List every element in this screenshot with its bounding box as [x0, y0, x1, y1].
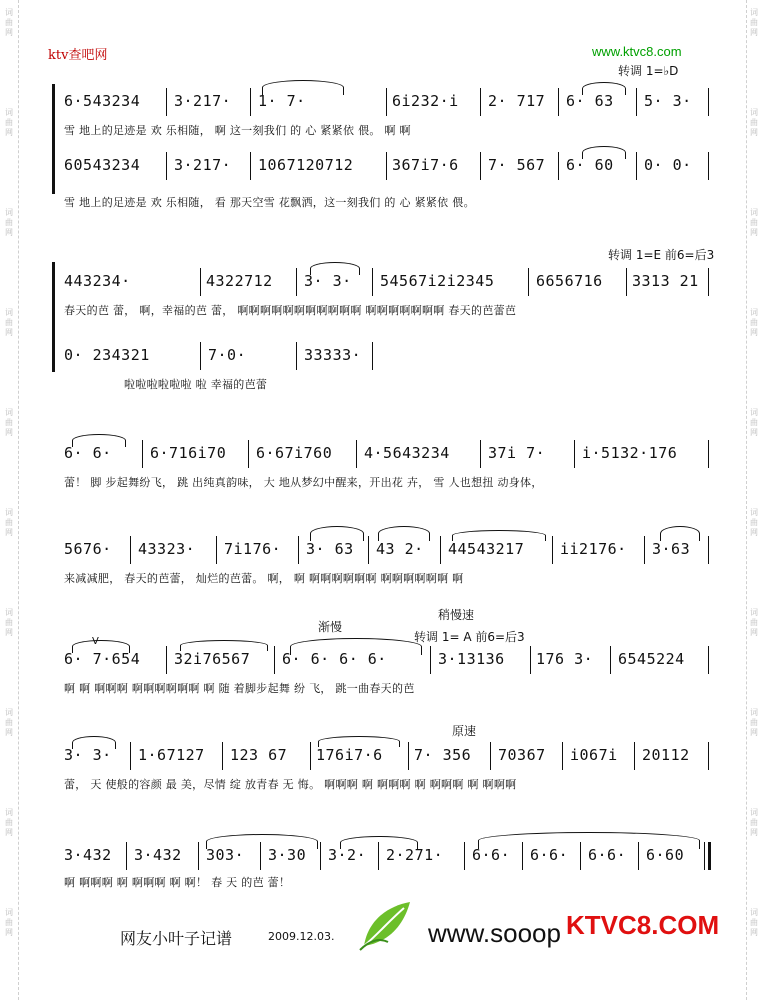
- score-measure: 33333·: [304, 346, 362, 364]
- score-measure: 176 3·: [536, 650, 594, 668]
- bar-line: [166, 152, 167, 180]
- score-measure: 6i232·i: [392, 92, 459, 110]
- score-measure: 7· 567: [488, 156, 546, 174]
- bar-line: [372, 268, 373, 296]
- score-measure: 20112: [642, 746, 690, 764]
- side-watermark-text: 词 曲 网: [750, 708, 758, 737]
- score-measure: 2· 717: [488, 92, 546, 110]
- side-watermark-text: 词 曲 网: [5, 608, 13, 637]
- bar-line: [626, 268, 627, 296]
- bar-line: [708, 268, 709, 296]
- bar-line: [708, 742, 709, 770]
- final-bar-line-thin: [704, 842, 705, 870]
- transcriber-credit: 网友小叶子记谱: [120, 929, 233, 948]
- bar-line: [250, 88, 251, 116]
- score-measure: 6·716i70: [150, 444, 227, 462]
- score-measure: 443234·: [64, 272, 131, 290]
- bar-line: [708, 152, 709, 180]
- footer-url[interactable]: www.sooop: [428, 918, 561, 948]
- side-watermark-text: 词 曲 网: [5, 208, 13, 237]
- bar-line: [430, 646, 431, 674]
- bar-line: [222, 742, 223, 770]
- score-measure: 4·5643234: [364, 444, 450, 462]
- bar-line: [166, 88, 167, 116]
- score-measure: 70367: [498, 746, 546, 764]
- side-watermark-text: 词 曲 网: [5, 8, 13, 37]
- transcription-date: 2009.12.03.: [268, 930, 335, 943]
- bar-line: [378, 842, 379, 870]
- bar-line: [310, 742, 311, 770]
- bar-line: [708, 646, 709, 674]
- tempo-mark: 原速: [452, 724, 477, 738]
- side-watermark-text: 词 曲 网: [750, 208, 758, 237]
- bar-line: [142, 440, 143, 468]
- bar-line: [530, 646, 531, 674]
- side-watermark-text: 词 曲 网: [750, 808, 758, 837]
- score-measure: 3·217·: [174, 156, 232, 174]
- score-measure: 6·67i760: [256, 444, 333, 462]
- side-watermark-text: 词 曲 网: [5, 808, 13, 837]
- score-measure: i·5132·176: [582, 444, 678, 462]
- lyrics-line: 啊 啊啊啊 啊 啊啊啊 啊 啊！ 春 天 的芭 蕾！: [64, 876, 291, 889]
- system-brace: [52, 262, 55, 372]
- bar-line: [528, 268, 529, 296]
- side-watermark-text: 词 曲 网: [5, 408, 13, 437]
- key-change-label: 转调 1=♭D: [618, 64, 679, 78]
- leaf-logo-icon: [358, 898, 414, 952]
- score-measure: 3·432: [134, 846, 182, 864]
- score-measure: 3313 21: [632, 272, 699, 290]
- score-measure: 3·63: [652, 540, 691, 558]
- score-measure: 60543234: [64, 156, 141, 174]
- score-measure: 6·543234: [64, 92, 141, 110]
- lyrics-line: 雪 地上的足迹是 欢 乐相随， 看 那天空雪 花飘洒，这一刻我们 的 心 紧紧依 偎。: [64, 196, 475, 209]
- bar-line: [636, 88, 637, 116]
- tempo-mark: 稍慢速: [438, 608, 475, 622]
- bar-line: [356, 440, 357, 468]
- bar-line: [386, 88, 387, 116]
- side-watermark-text: 词 曲 网: [750, 308, 758, 337]
- score-measure: 123 67: [230, 746, 288, 764]
- score-measure: 54567i2i2345: [380, 272, 495, 290]
- bar-line: [552, 536, 553, 564]
- score-measure: 6· 7·654: [64, 650, 141, 668]
- key-change-label: 转调 1=E 前6=后3: [608, 248, 715, 262]
- lyrics-line: 雪 地上的足迹是 欢 乐相随， 啊 这一刻我们 的 心 紧紧依 偎。 啊 啊: [64, 124, 411, 137]
- side-watermark-text: 词 曲 网: [750, 908, 758, 937]
- bar-line: [464, 842, 465, 870]
- lyrics-line: 啦啦啦啦啦啦 啦 幸福的芭蕾: [124, 378, 268, 391]
- final-bar-line-thick: [708, 842, 711, 870]
- lyrics-line: 蕾！ 脚 步起舞纷飞， 跳 出纯真韵味， 大 地从梦幻中醒来，开出花 卉， 雪 人也想扭 动身体，: [64, 476, 543, 489]
- side-watermark-text: 词 曲 网: [5, 708, 13, 737]
- score-measure: 176i7·6: [316, 746, 383, 764]
- lyrics-line: 来减减肥， 春天的芭蕾， 灿烂的芭蕾。 啊， 啊 啊啊啊啊啊啊 啊啊啊啊啊啊 啊: [64, 572, 464, 585]
- site-url-right[interactable]: www.ktvc8.com: [592, 44, 682, 59]
- bar-line: [480, 152, 481, 180]
- score-measure: 0· 234321: [64, 346, 150, 364]
- bar-line: [610, 646, 611, 674]
- bar-line: [250, 152, 251, 180]
- score-measure: i067i: [570, 746, 618, 764]
- score-measure: 3·13136: [438, 650, 505, 668]
- bar-line: [480, 88, 481, 116]
- bar-line: [708, 88, 709, 116]
- bar-line: [296, 342, 297, 370]
- score-measure: 6·6·: [530, 846, 569, 864]
- score-measure: 6· 6· 6· 6·: [282, 650, 387, 668]
- bar-line: [636, 152, 637, 180]
- score-measure: 3· 3·: [64, 746, 112, 764]
- score-measure: 6656716: [536, 272, 603, 290]
- side-watermark-text: 词 曲 网: [750, 108, 758, 137]
- score-measure: 7i176·: [224, 540, 282, 558]
- score-measure: 3· 3·: [304, 272, 352, 290]
- bar-line: [216, 536, 217, 564]
- footer-logo: KTVC8.COM: [566, 910, 720, 940]
- bar-line: [274, 646, 275, 674]
- bar-line: [490, 742, 491, 770]
- score-measure: 3·432: [64, 846, 112, 864]
- bar-line: [558, 88, 559, 116]
- score-measure: 5676·: [64, 540, 112, 558]
- bar-line: [130, 742, 131, 770]
- bar-line: [386, 152, 387, 180]
- left-watermark-strip: [0, 0, 19, 1000]
- score-measure: 0· 0·: [644, 156, 692, 174]
- right-watermark-strip: [746, 0, 765, 1000]
- site-name-left[interactable]: ktv查吧网: [48, 48, 108, 63]
- score-measure: 4322712: [206, 272, 273, 290]
- bar-line: [580, 842, 581, 870]
- score-measure: 303·: [206, 846, 245, 864]
- score-measure: 3·217·: [174, 92, 232, 110]
- score-measure: 44543217: [448, 540, 525, 558]
- score-measure: 3· 63: [306, 540, 354, 558]
- bar-line: [574, 440, 575, 468]
- score-measure: ii2176·: [560, 540, 627, 558]
- bar-line: [200, 342, 201, 370]
- side-watermark-text: 词 曲 网: [5, 308, 13, 337]
- bar-line: [130, 536, 131, 564]
- score-measure: 43323·: [138, 540, 196, 558]
- slur: [310, 526, 364, 541]
- bar-line: [558, 152, 559, 180]
- score-measure: 6· 63: [566, 92, 614, 110]
- bar-line: [372, 342, 373, 370]
- score-measure: 43 2·: [376, 540, 424, 558]
- side-watermark-text: 词 曲 网: [750, 408, 758, 437]
- system-brace: [52, 84, 55, 194]
- score-measure: 367i7·6: [392, 156, 459, 174]
- slur: [378, 526, 430, 541]
- key-change-label: 转调 1= A 前6=后3: [414, 630, 525, 644]
- score-measure: 7· 356: [414, 746, 472, 764]
- score-measure: 1· 7·: [258, 92, 306, 110]
- score-measure: 5· 3·: [644, 92, 692, 110]
- score-measure: 6· 60: [566, 156, 614, 174]
- bar-line: [522, 842, 523, 870]
- bar-line: [408, 742, 409, 770]
- score-measure: 3·30: [268, 846, 307, 864]
- bar-line: [126, 842, 127, 870]
- side-watermark-text: 词 曲 网: [750, 608, 758, 637]
- side-watermark-text: 词 曲 网: [750, 8, 758, 37]
- bar-line: [644, 536, 645, 564]
- breath-mark: V: [92, 636, 99, 647]
- bar-line: [708, 440, 709, 468]
- slur: [660, 526, 700, 541]
- score-measure: 6·60: [646, 846, 685, 864]
- bar-line: [298, 536, 299, 564]
- score-measure: 1·67127: [138, 746, 205, 764]
- score-measure: 1067120712: [258, 156, 354, 174]
- bar-line: [260, 842, 261, 870]
- tempo-mark: 渐慢: [318, 620, 343, 634]
- bar-line: [200, 268, 201, 296]
- score-measure: 37i 7·: [488, 444, 546, 462]
- side-watermark-text: 词 曲 网: [5, 108, 13, 137]
- bar-line: [638, 842, 639, 870]
- bar-line: [440, 536, 441, 564]
- bar-line: [708, 536, 709, 564]
- score-measure: 32i76567: [174, 650, 251, 668]
- bar-line: [368, 536, 369, 564]
- bar-line: [248, 440, 249, 468]
- bar-line: [320, 842, 321, 870]
- side-watermark-text: 词 曲 网: [750, 508, 758, 537]
- side-watermark-text: 词 曲 网: [5, 508, 13, 537]
- score-measure: 3·2·: [328, 846, 367, 864]
- score-measure: 6545224: [618, 650, 685, 668]
- score-measure: 6· 6·: [64, 444, 112, 462]
- lyrics-line: 春天的芭 蕾， 啊，幸福的芭 蕾， 啊啊啊啊啊啊啊啊啊啊啊 啊啊啊啊啊啊啊 春天的芭蕾芭: [64, 304, 517, 317]
- score-measure: 6·6·: [588, 846, 627, 864]
- bar-line: [198, 842, 199, 870]
- bar-line: [166, 646, 167, 674]
- lyrics-line: 啊 啊 啊啊啊 啊啊啊啊啊啊 啊 随 着脚步起舞 纷 飞， 跳一曲春天的芭: [64, 682, 415, 695]
- bar-line: [562, 742, 563, 770]
- side-watermark-text: 词 曲 网: [5, 908, 13, 937]
- score-measure: 7·0·: [208, 346, 247, 364]
- score-measure: 6·6·: [472, 846, 511, 864]
- score-measure: 2·271·: [386, 846, 444, 864]
- bar-line: [634, 742, 635, 770]
- bar-line: [480, 440, 481, 468]
- bar-line: [296, 268, 297, 296]
- lyrics-line: 蕾， 天 使般的容颜 最 美，尽情 绽 放青春 无 悔。 啊啊啊 啊 啊啊啊 啊 啊啊啊 啊 啊啊啊: [64, 778, 517, 791]
